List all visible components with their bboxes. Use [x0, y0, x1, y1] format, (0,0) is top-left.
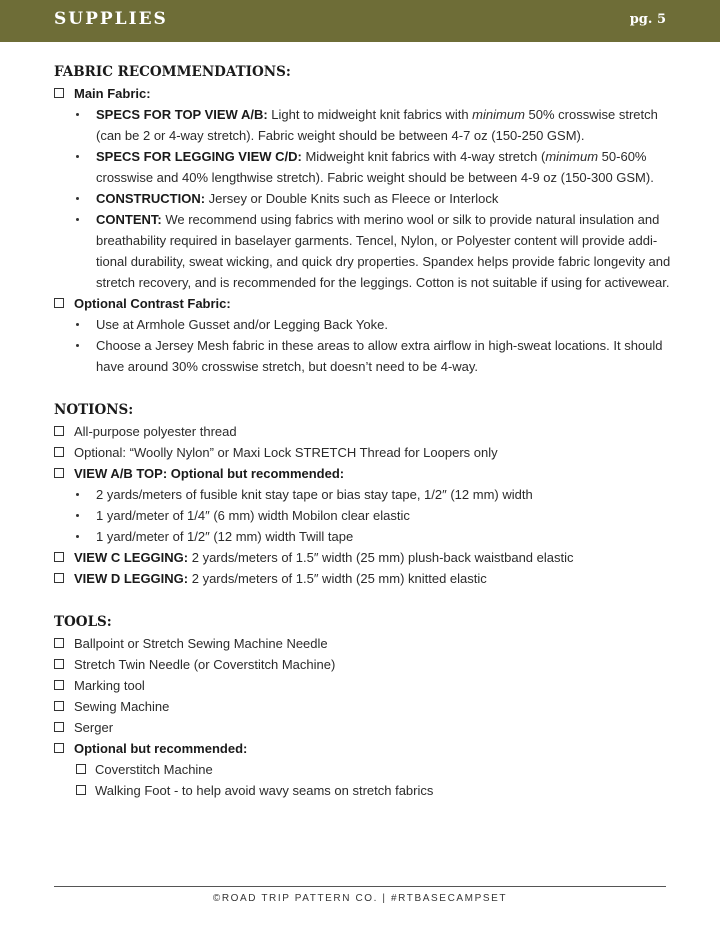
contrast-mesh-cont: [54, 356, 674, 377]
view-d-text: 2 yards/meters of 1.5″ width (25 mm) knitted elastic: [188, 571, 487, 586]
checkbox-icon: [54, 638, 64, 648]
main-fabric-item: [54, 83, 674, 104]
legging-view-label: SPECS FOR LEGGING VIEW C/D:: [96, 149, 302, 164]
content-label: CONTENT:: [96, 212, 162, 227]
tool-item-optional: [54, 738, 674, 759]
tool-text: Sewing Machine: [74, 699, 170, 714]
notion-item-top: [54, 463, 674, 484]
contrast-fabric-item: [54, 293, 674, 314]
tools-section-title: TOOLS:: [54, 614, 112, 630]
tool-item: [54, 675, 674, 696]
contrast-use-text: Use at Armhole Gusset and/or Legging Back Yoke.: [96, 317, 388, 332]
top-view-label: SPECS FOR TOP VIEW A/B:: [96, 107, 268, 122]
checkbox-icon: [54, 573, 64, 583]
content-text-2: breathability required in baselayer garments. Tencel, Nylon, or Polyester content will provide addi-: [96, 233, 658, 248]
view-c-text: 2 yards/meters of 1.5″ width (25 mm) plush-back waistband elastic: [188, 550, 574, 565]
checkbox-icon: [54, 468, 64, 478]
construction-label: CONSTRUCTION:: [96, 191, 206, 206]
checkbox-icon: [54, 552, 64, 562]
footer-divider: [54, 886, 666, 887]
checkbox-icon: [54, 680, 64, 690]
legging-view-emphasis: minimum: [545, 149, 599, 164]
top-notion-text: 2 yards/meters of fusible knit stay tape or bias stay tape, 1/2″ (12 mm) width: [96, 487, 533, 502]
notion-item-d: [54, 568, 674, 589]
top-view-text-end: 50% crosswise stretch: [524, 107, 658, 122]
footer-text: ©ROAD TRIP PATTERN CO. | #RTBASECAMPSET: [212, 893, 508, 904]
top-notion-sub: [54, 505, 674, 526]
view-d-label: VIEW D LEGGING:: [74, 571, 189, 586]
checkbox-icon: [54, 722, 64, 732]
notion-text: All-purpose polyester thread: [74, 424, 237, 439]
page-number: pg. 5: [629, 12, 666, 27]
optional-tool-text: Coverstitch Machine: [95, 762, 213, 777]
top-notion-text: 1 yard/meter of 1/2″ (12 mm) width Twill tape: [96, 529, 354, 544]
legging-view-text-end: 50-60%: [598, 149, 647, 164]
checkbox-icon: [54, 701, 64, 711]
top-view-emphasis: minimum: [472, 107, 525, 122]
checkbox-icon: [54, 743, 64, 753]
optional-tool-item: [54, 759, 674, 780]
contrast-mesh-text-2: have around 30% crosswise stretch, but doesn’t need to be 4-way.: [96, 359, 479, 374]
legging-line2: crosswise and 40% lengthwise stretch). Fabric weight should be between 4-9 oz (150-300 GSM).: [96, 170, 654, 185]
bullet-icon: [76, 113, 79, 116]
top-notion-sub: [54, 484, 674, 505]
optional-tool-item: [54, 780, 674, 801]
bullet-icon: [76, 344, 79, 347]
bullet-icon: [76, 514, 79, 517]
checkbox-icon: [76, 764, 86, 774]
tool-item: [54, 633, 674, 654]
tool-text: Marking tool: [74, 678, 145, 693]
top-notions-label: VIEW A/B TOP: Optional but recommended:: [74, 466, 345, 481]
top-view-specs: [54, 104, 674, 125]
content-line-4: [54, 272, 674, 293]
content-line-2: [54, 230, 674, 251]
top-view-text: Light to midweight knit fabrics with: [267, 107, 473, 122]
top-view-specs-cont: [54, 125, 674, 146]
bullet-icon: [76, 535, 79, 538]
notion-item: [54, 442, 674, 463]
fabric-section-title: FABRIC RECOMMENDATIONS:: [54, 64, 291, 80]
tool-item: [54, 717, 674, 738]
content-text-4: stretch recovery, and is recommended for the leggings. Cotton is not suitable if using for activewear.: [96, 275, 670, 290]
content-text-3: tional durability, sweat wicking, and quick dry properties. Spandex helps provide fabric longevity and: [96, 254, 671, 269]
checkbox-icon: [54, 88, 64, 98]
checkbox-icon: [54, 447, 64, 457]
contrast-use-item: [54, 314, 674, 335]
content-item: [54, 209, 674, 230]
tool-text: Serger: [74, 720, 114, 735]
top-view-line2: (can be 2 or 4-way stretch). Fabric weight should be between 4-7 oz (150-250 GSM).: [96, 128, 585, 143]
main-fabric-label: Main Fabric:: [74, 86, 151, 101]
page-content: [54, 61, 674, 801]
notion-item: [54, 421, 674, 442]
bullet-icon: [76, 323, 79, 326]
content-text: We recommend using fabrics with merino wool or silk to provide natural insulation and: [161, 212, 660, 227]
legging-view-specs-cont: [54, 167, 674, 188]
notions-section-title: NOTIONS:: [54, 402, 134, 418]
tool-text: Ballpoint or Stretch Sewing Machine Needle: [74, 636, 328, 651]
tool-item: [54, 654, 674, 675]
notion-text: Optional: “Woolly Nylon” or Maxi Lock STRETCH Thread for Loopers only: [74, 445, 498, 460]
top-notion-sub: [54, 526, 674, 547]
checkbox-icon: [54, 659, 64, 669]
tool-item: [54, 696, 674, 717]
legging-view-specs: [54, 146, 674, 167]
construction-text: Jersey or Double Knits such as Fleece or Interlock: [205, 191, 499, 206]
top-notion-text: 1 yard/meter of 1/4″ (6 mm) width Mobilon clear elastic: [96, 508, 410, 523]
page-title: SUPPLIES: [54, 9, 168, 29]
bullet-icon: [76, 155, 79, 158]
checkbox-icon: [76, 785, 86, 795]
bullet-icon: [76, 197, 79, 200]
optional-tool-text: Walking Foot - to help avoid wavy seams on stretch fabrics: [95, 783, 434, 798]
view-c-label: VIEW C LEGGING:: [74, 550, 189, 565]
page-header: [0, 0, 720, 42]
checkbox-icon: [54, 298, 64, 308]
construction-item: [54, 188, 674, 209]
contrast-fabric-label: Optional Contrast Fabric:: [74, 296, 231, 311]
bullet-icon: [76, 218, 79, 221]
bullet-icon: [76, 493, 79, 496]
checkbox-icon: [54, 426, 64, 436]
contrast-mesh-text: Choose a Jersey Mesh fabric in these areas to allow extra airflow in high-sweat locations. It should: [96, 338, 663, 353]
contrast-mesh-item: [54, 335, 674, 356]
notion-item-c: [54, 547, 674, 568]
optional-tools-label: Optional but recommended:: [74, 741, 248, 756]
content-line-3: [54, 251, 674, 272]
legging-view-text: Midweight knit fabrics with 4-way stretch (: [301, 149, 546, 164]
tool-text: Stretch Twin Needle (or Coverstitch Machine): [74, 657, 336, 672]
